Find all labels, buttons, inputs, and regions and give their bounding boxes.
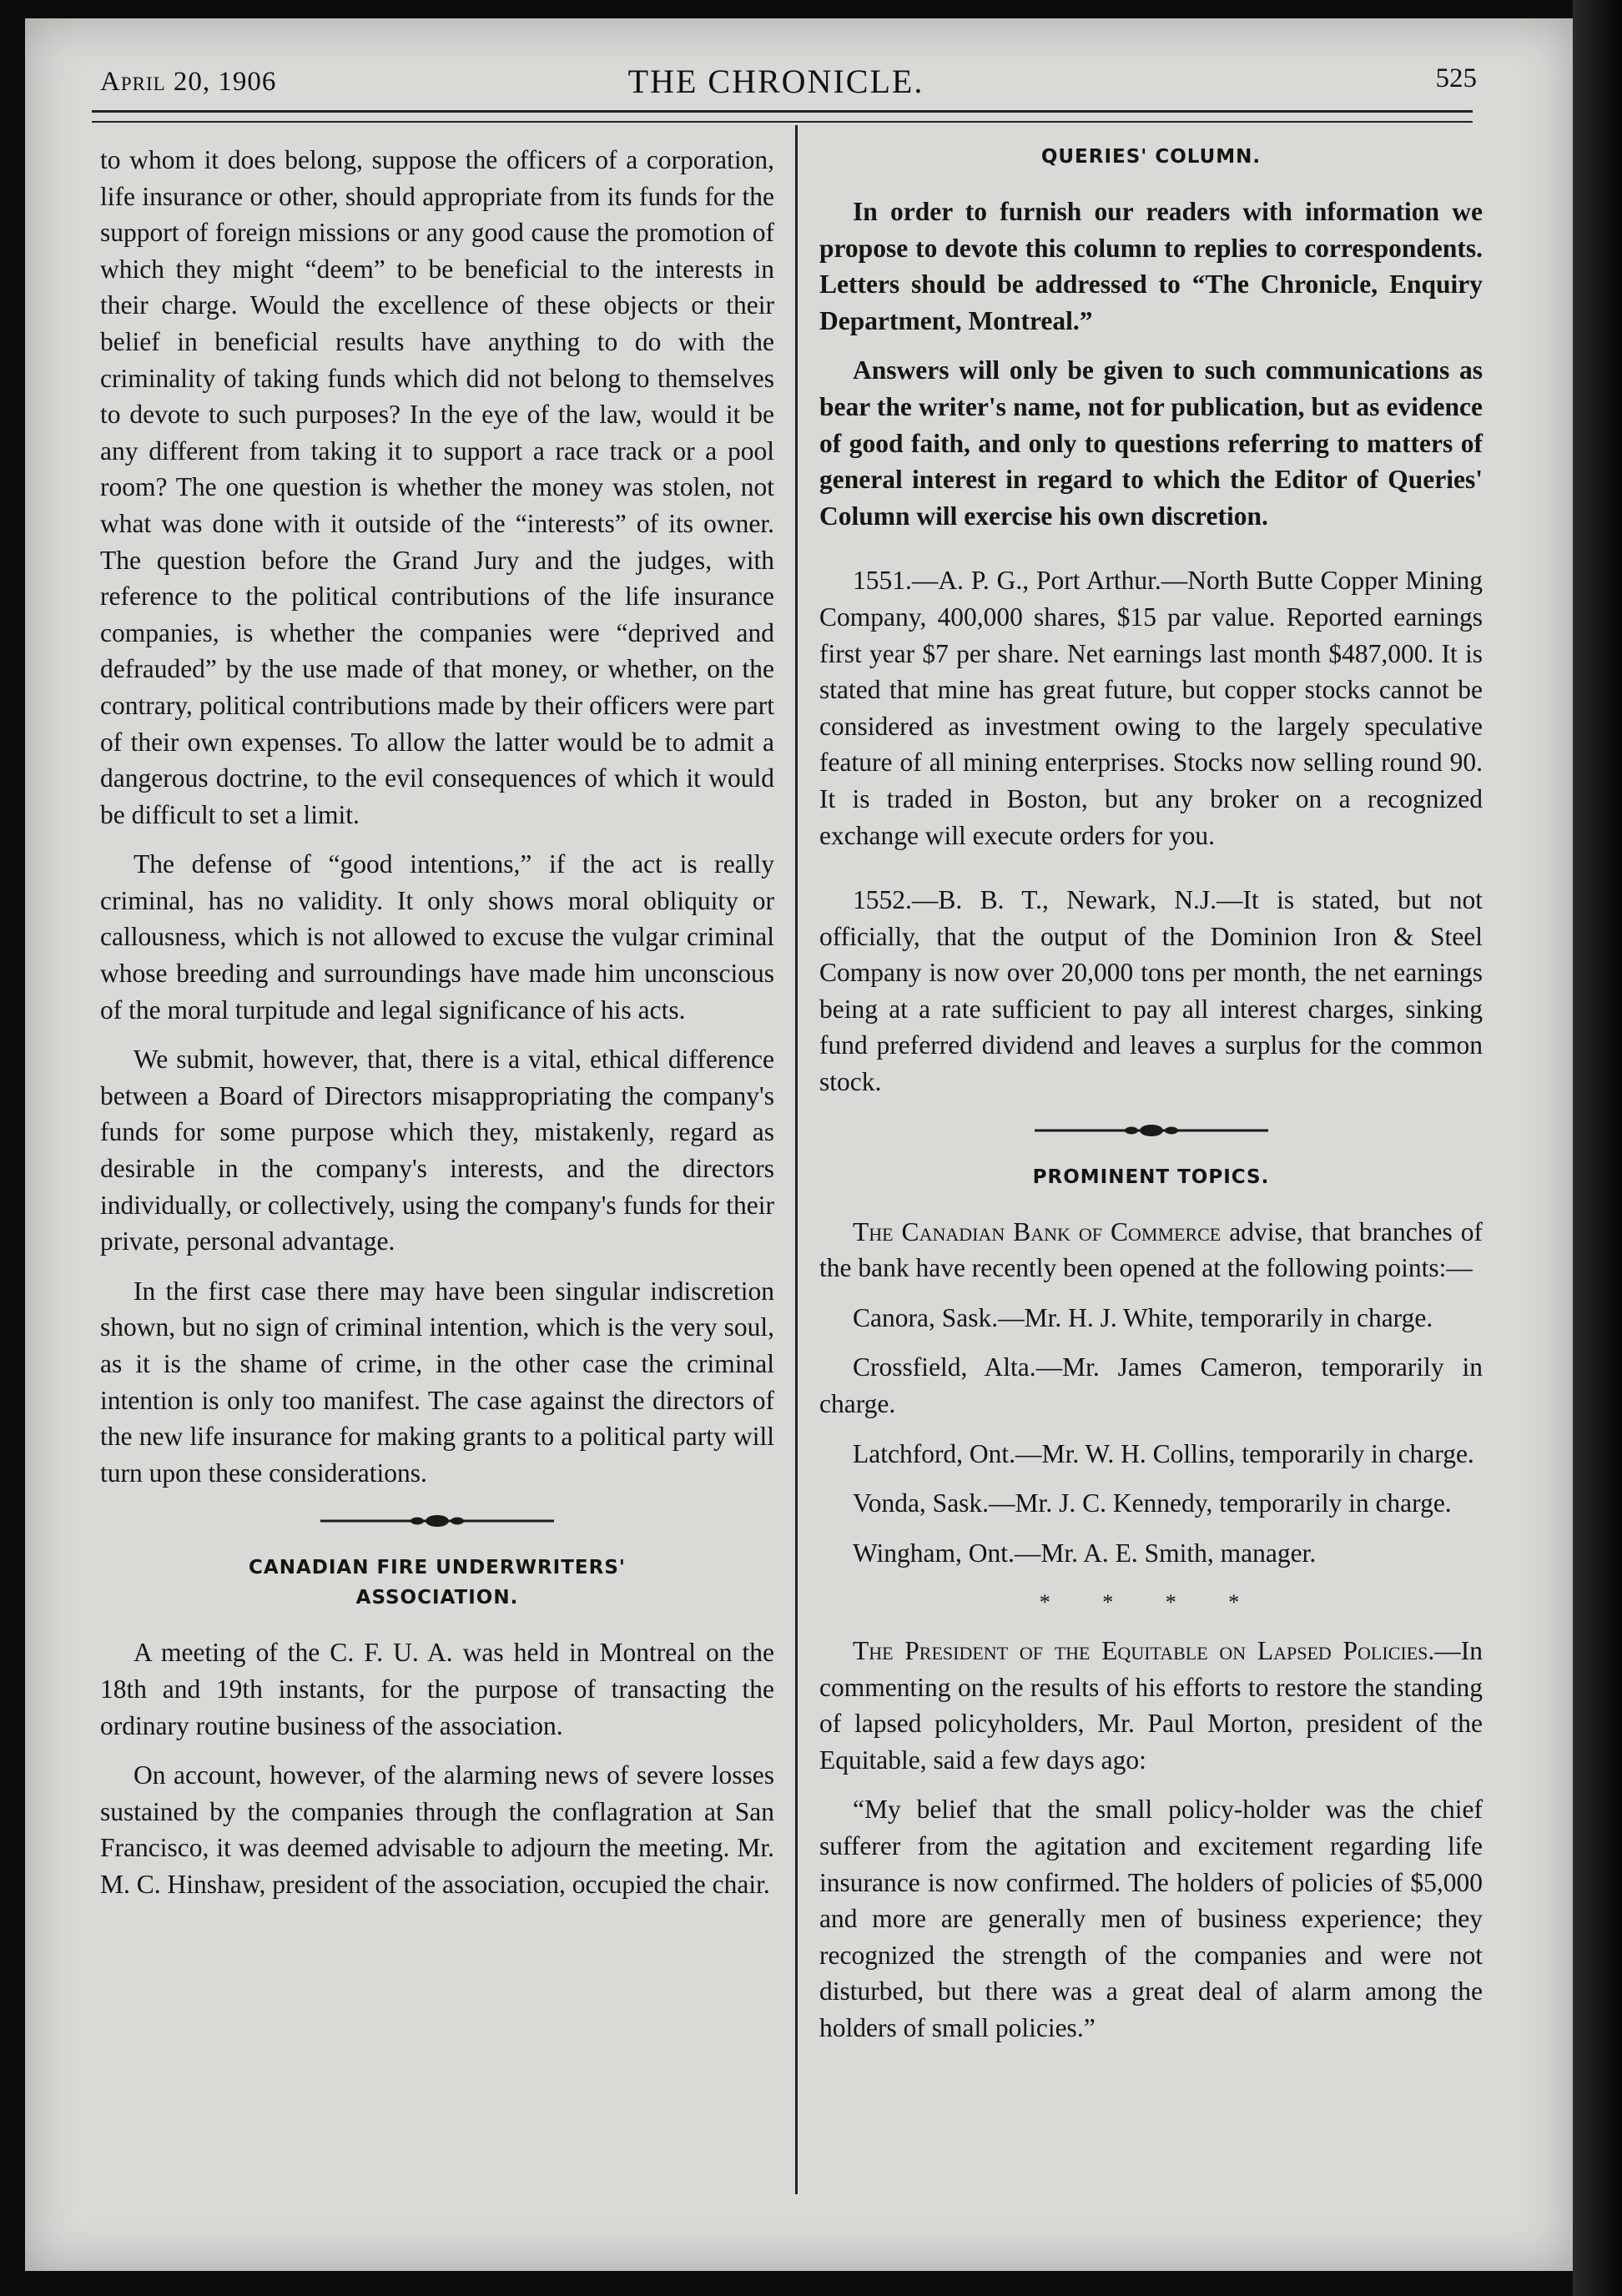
branch-entry: Canora, Sask.—Mr. H. J. White, temporarily in charge.: [853, 1302, 1433, 1332]
queries-heading: QUERIES' COLUMN.: [1040, 146, 1262, 168]
ornament-divider: [1035, 1124, 1268, 1137]
branch-entry: Wingham, Ont.—Mr. A. E. Smith, manager.: [853, 1538, 1317, 1568]
topic-lead: The Canadian Bank of Commerce: [853, 1216, 1222, 1246]
query-answer: 1552.—B. B. T., Newark, N.J.—It is stated, but not officially, that the output of the Dominion Iron & Steel Company is now over 20,000 tons per month, the net earnings being at a rate sufficient to pay all interest charges, sinking fund preferred dividend and leaves a surplus for the common stock.: [819, 885, 1483, 1097]
topic-paragraph: [819, 1633, 1483, 1778]
column-divider: [795, 125, 798, 2194]
article-paragraph: A meeting of the C. F. U. A. was held in Montreal on the 18th and 19th instants, for the purpose of transacting the ordinary routine business of the association.: [100, 1638, 774, 1740]
heading-line: ASSOCIATION.: [355, 1587, 519, 1609]
article-paragraph: In the first case there may have been singular indiscretion shown, but no sign of criminal intention, which is the very soul, as it is the shame of crime, in the other case the criminal intention is only too manifest. The case against the directors of the new life insurance for making grants to a political party will turn upon these considerations.: [100, 1276, 774, 1488]
issue-date: April 20, 1906: [100, 67, 277, 97]
article-paragraph: On account, however, of the alarming news of severe losses sustained by the companies through the conflagration at San Francisco, it was deemed advisable to adjourn the meeting. Mr. M. C. Hinshaw, president of the association, occupied the chair.: [100, 1760, 774, 1899]
topic-text: —In commenting on the results of his efforts to restore the standing of lapsed policyholders, Mr. Paul Morton, president of the Equitable, said a few days ago:: [819, 1636, 1483, 1775]
heading-line: CANADIAN FIRE UNDERWRITERS': [249, 1557, 626, 1579]
branch-entry: Crossfield, Alta.—Mr. James Cameron, temporarily in charge.: [819, 1352, 1483, 1419]
article-paragraph: We submit, however, that, there is a vital, ethical difference between a Board of Directors misappropriating the company's funds for some purpose which they, mistakenly, regard as desirable in the company's interests, and the directors individually, or collectively, using the company's funds for their private, personal advantage.: [100, 1045, 774, 1256]
right-column: [819, 142, 1483, 2060]
topic-paragraph: [819, 1214, 1483, 1286]
article-paragraph: The defense of “good intentions,” if the act is really criminal, has no validity. It only shows moral obliquity or callousness, which is not allowed to excuse the vulgar criminal whose breeding and surroundings have made him unconscious of the moral turpitude and legal significance of his acts.: [100, 849, 774, 1025]
spacer: [819, 867, 1483, 882]
quotation: “My belief that the small policy-holder was the chief sufferer from the agitation and excitement regarding life insurance is now confirmed. The holders of policies of $5,000 and more are generally men of business experience; they recognized the strength of the companies and were not disturbed, but there was a great deal of alarm among the holders of small policies.”: [819, 1795, 1483, 2042]
topic-lead: The President of the Equitable on Lapsed Policies.: [853, 1636, 1435, 1665]
branch-entry: Latchford, Ont.—Mr. W. H. Collins, temporarily in charge.: [853, 1438, 1474, 1468]
publication-title: THE CHRONICLE.: [627, 63, 924, 100]
spacer: [819, 547, 1483, 562]
query-answer: 1551.—A. P. G., Port Arthur.—North Butte Copper Mining Company, 400,000 shares, $15 par value. Reported earnings first year $7 per share. Net earnings last month $487,000. It is stated that mine has great future, but copper stocks cannot be considered as investment owing to the largely speculative feature of all mining enterprises. Stocks now selling round 90. It is traded in Boston, but any broker on a recognized exchange will execute orders for you.: [819, 566, 1483, 850]
page-header: [75, 52, 1477, 110]
topic-text: advise, that branches of the bank have recently been opened at the following points:—: [819, 1216, 1483, 1283]
topics-heading: PROMINENT TOPICS.: [1032, 1166, 1270, 1188]
left-column: [100, 142, 774, 1916]
header-rule: [92, 110, 1473, 123]
article-paragraph: to whom it does belong, suppose the officers of a corporation, life insurance or other, should appropriate from its funds for the support of foreign missions or any good cause the promotion of which they might “deem” to be beneficial to the interests in their charge. Would the excellence of these objects or their belief in beneficial results have anything to do with the criminality of taking funds which did not belong to themselves to devote to such purposes? In the eye of the law, would it be any different from taking it to support a race track or a pool room? The one question is whether the money was stolen, not what was done with it outside of the “interests” of its owner. The question before the Grand Jury and the judges, with reference to the political contributions of the life insurance companies, is whether the companies were “deprived and defrauded” by the use made of that money, or whether, on the contrary, political contributions made by their officers were part of their own expenses. To allow the latter would be to admit a dangerous doctrine, to the evil consequences of which it would be difficult to set a limit.: [100, 145, 774, 829]
queries-intro: Answers will only be given to such communications as bear the writer's name, not for publication, but as evidence of good faith, and only to questions referring to matters of general interest in regard to which the Editor of Queries' Column will exercise his own discretion.: [819, 355, 1483, 531]
ornament-divider: [320, 1514, 554, 1528]
queries-intro: In order to furnish our readers with information we propose to devote this column to replies to correspondents. Letters should be addressed to “The Chronicle, Enquiry Department, Montreal.”: [819, 197, 1483, 335]
section-heading: [100, 1553, 774, 1613]
section-stars: * * * *: [1039, 1590, 1263, 1615]
scan-border: [1573, 0, 1622, 2296]
branch-entry: Vonda, Sask.—Mr. J. C. Kennedy, temporarily in charge.: [853, 1488, 1452, 1518]
page-number: 525: [1435, 63, 1477, 93]
